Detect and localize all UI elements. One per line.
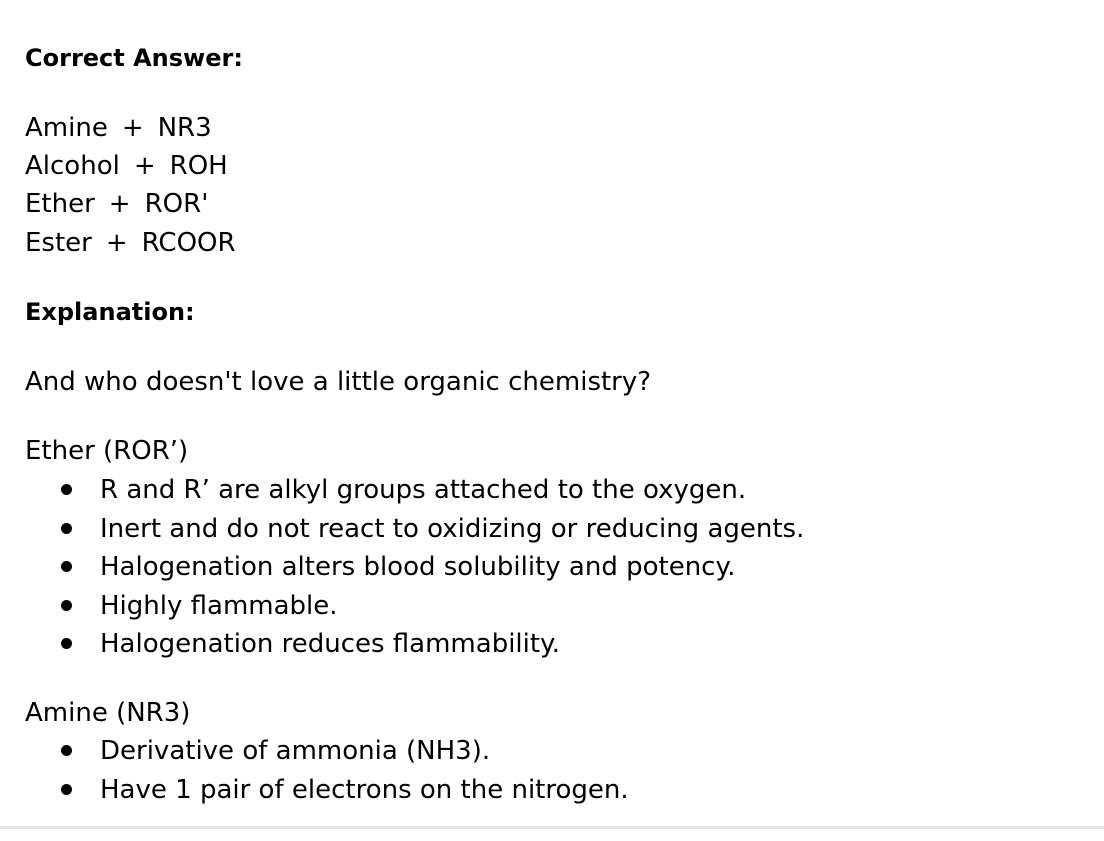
answer-name: Ether (25, 189, 95, 219)
correct-answer-heading: Correct Answer: (25, 44, 243, 72)
list-item-text: Derivative of ammonia (NH3). (100, 736, 491, 766)
bullet-dot-icon (61, 638, 72, 649)
bullet-dot-icon (61, 745, 72, 756)
list-item (25, 774, 629, 813)
answer-separator: + (133, 151, 156, 181)
bullet-dot-icon (61, 600, 72, 611)
answer-pair-ether (25, 188, 208, 220)
amine-bullet-list (25, 735, 629, 812)
answer-formula: ROH (169, 151, 228, 181)
answer-separator: + (121, 113, 144, 143)
answer-pair-alcohol (25, 150, 228, 182)
answer-pair-ester (25, 227, 236, 259)
explanation-heading: Explanation: (25, 298, 195, 326)
list-item (25, 628, 804, 667)
answer-formula: NR3 (157, 113, 212, 143)
answer-name: Amine (25, 113, 108, 143)
bottom-divider (0, 826, 1104, 829)
bullet-dot-icon (61, 523, 72, 534)
answer-name: Ester (25, 228, 92, 258)
list-item (25, 513, 804, 552)
answer-formula: RCOOR (141, 228, 236, 258)
answer-formula: ROR' (144, 189, 209, 219)
list-item-text: Halogenation reduces flammability. (100, 629, 561, 659)
section-title-ether: Ether (ROR’) (25, 436, 189, 466)
list-item-text: R and R’ are alkyl groups attached to the oxygen. (100, 475, 747, 505)
bullet-dot-icon (61, 561, 72, 572)
ether-bullet-list (25, 474, 804, 667)
list-item-text: Halogenation alters blood solubility and potency. (100, 552, 736, 582)
answer-separator: + (108, 189, 131, 219)
bullet-dot-icon (61, 484, 72, 495)
list-item-text: Highly flammable. (100, 590, 338, 621)
list-item (25, 735, 629, 774)
answer-name: Alcohol (25, 151, 120, 181)
list-item-text: Inert and do not react to oxidizing or reducing agents. (100, 513, 805, 544)
list-item (25, 590, 804, 629)
answer-separator: + (105, 228, 128, 258)
explanation-intro: And who doesn't love a little organic chemistry? (25, 367, 652, 397)
list-item (25, 474, 804, 513)
answer-pair-amine (25, 112, 212, 144)
section-title-amine: Amine (NR3) (25, 698, 191, 728)
list-item (25, 551, 804, 590)
list-item-text: Have 1 pair of electrons on the nitrogen. (100, 774, 629, 805)
bullet-dot-icon (61, 784, 72, 795)
